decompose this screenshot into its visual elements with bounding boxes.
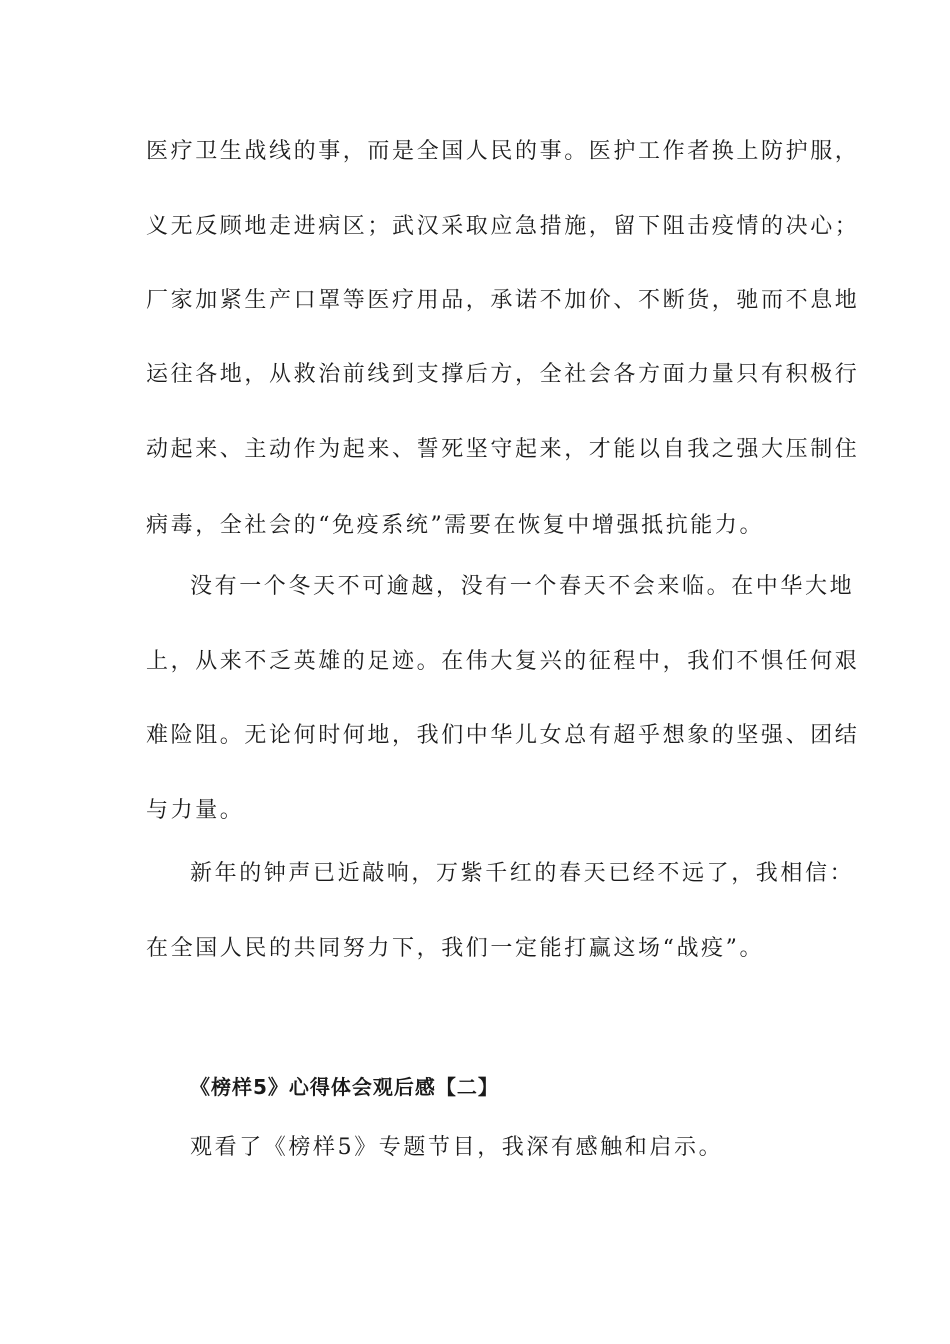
section-heading: 《榜样5》心得体会观后感【二】 [190, 1075, 499, 1099]
paragraph-1-line-5: 动起来、主动作为起来、誓死坚守起来，才能以自我之强大压制住 [146, 437, 860, 462]
paragraph-1-line-3: 厂家加紧生产口罩等医疗用品，承诺不加价、不断货，驰而不息地 [146, 288, 860, 313]
paragraph-2-line-2: 上，从来不乏英雄的足迹。在伟大复兴的征程中，我们不惧任何艰 [146, 649, 860, 674]
paragraph-1-line-2: 义无反顾地走进病区；武汉采取应急措施，留下阻击疫情的决心； [146, 214, 860, 239]
paragraph-2-line-4: 与力量。 [146, 798, 245, 823]
paragraph-4-line-1: 观看了《榜样5》专题节目，我深有感触和启示。 [190, 1135, 724, 1160]
paragraph-1-line-6: 病毒，全社会的“免疫系统”需要在恢复中增强抵抗能力。 [146, 513, 765, 538]
paragraph-3-line-1: 新年的钟声已近敲响，万紫千红的春天已经不远了，我相信： [190, 861, 855, 886]
paragraph-3-line-2: 在全国人民的共同努力下，我们一定能打赢这场“战疫”。 [146, 936, 765, 961]
paragraph-1-line-1: 医疗卫生战线的事，而是全国人民的事。医护工作者换上防护服， [146, 139, 860, 164]
paragraph-1-line-4: 运往各地，从救治前线到支撑后方，全社会各方面力量只有积极行 [146, 362, 860, 387]
paragraph-2-line-1: 没有一个冬天不可逾越，没有一个春天不会来临。在中华大地 [190, 574, 855, 599]
paragraph-2-line-3: 难险阻。无论何时何地，我们中华儿女总有超乎想象的坚强、团结 [146, 723, 860, 748]
